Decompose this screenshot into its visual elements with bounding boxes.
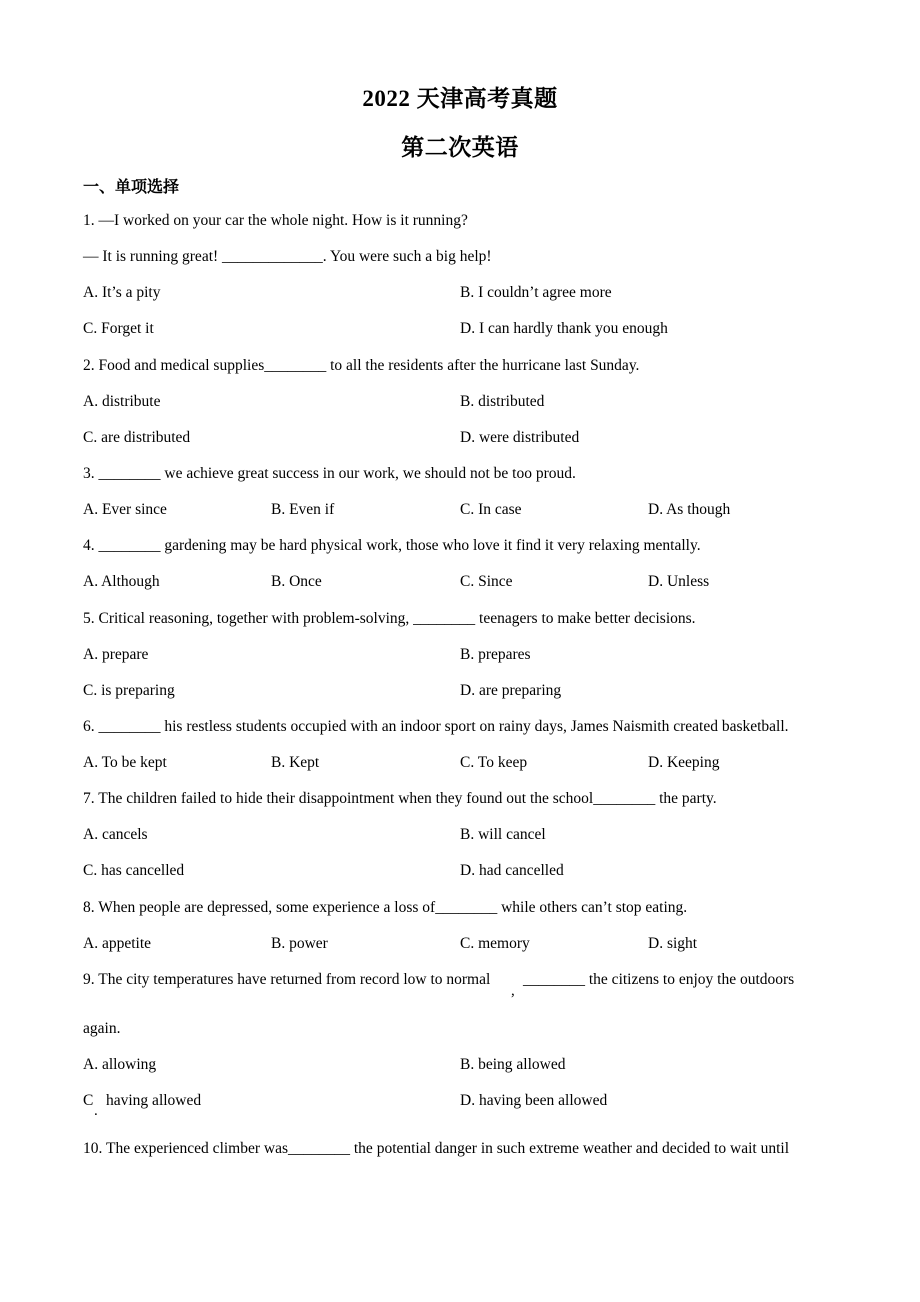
q9-option-d: D. having been allowed: [460, 1092, 608, 1109]
q9-option-b: B. being allowed: [460, 1056, 566, 1073]
q7-option-c: C. has cancelled: [83, 862, 185, 879]
q3-option-b: B. Even if: [271, 501, 335, 518]
question-9-stem-line2: again.: [83, 1020, 121, 1037]
q2-option-a: A. distribute: [83, 393, 161, 410]
q2-option-c: C. are distributed: [83, 429, 191, 446]
q5-option-c: C. is preparing: [83, 682, 175, 699]
q7-option-a: A. cancels: [83, 826, 148, 843]
exam-title: 2022 天津高考真题: [362, 86, 558, 111]
question-3-stem: 3. ________ we achieve great success in our work, we should not be too proud.: [83, 465, 576, 482]
q8-option-b: B. power: [271, 935, 328, 952]
q8-option-a: A. appetite: [83, 935, 152, 952]
q3-option-d: D. As though: [648, 501, 731, 518]
q4-option-a: A. Although: [83, 573, 160, 590]
question-6-stem: 6. ________ his restless students occupied with an indoor sport on rainy days, James Naismith created basketball.: [83, 718, 789, 735]
q5-option-d: D. are preparing: [460, 682, 562, 699]
question-4-stem: 4. ________ gardening may be hard physical work, those who love it find it very relaxing mentally.: [83, 537, 701, 554]
q1-option-c: C. Forget it: [83, 320, 154, 337]
q2-option-d: D. were distributed: [460, 429, 580, 446]
q3-option-c: C. In case: [460, 501, 522, 518]
q4-option-c: C. Since: [460, 573, 513, 590]
section-heading: 一、单项选择: [83, 179, 180, 196]
stray-dot: .: [94, 1103, 98, 1119]
q9-option-c: having allowed: [106, 1092, 202, 1109]
q7-option-b: B. will cancel: [460, 826, 546, 843]
q4-option-b: B. Once: [271, 573, 322, 590]
q9-option-c-letter: C: [83, 1092, 94, 1109]
q6-option-c: C. To keep: [460, 754, 528, 771]
q8-option-d: D. sight: [648, 935, 698, 952]
question-8-stem: 8. When people are depressed, some experience a loss of________ while others can’t stop eating.: [83, 899, 688, 916]
question-9-stem-part2: ________ the citizens to enjoy the outdoors: [523, 971, 795, 988]
question-2-stem: 2. Food and medical supplies________ to all the residents after the hurricane last Sunday.: [83, 357, 640, 374]
q6-option-b: B. Kept: [271, 754, 320, 771]
q1-option-b: B. I couldn’t agree more: [460, 284, 612, 301]
question-1-stem-line2: — It is running great! _____________. You were such a big help!: [83, 248, 492, 265]
question-5-stem: 5. Critical reasoning, together with problem-solving, ________ teenagers to make better decisions.: [83, 610, 696, 627]
q4-option-d: D. Unless: [648, 573, 710, 590]
q1-option-d: D. I can hardly thank you enough: [460, 320, 668, 337]
q5-option-a: A. prepare: [83, 646, 149, 663]
q1-option-a: A. It’s a pity: [83, 284, 161, 301]
q2-option-b: B. distributed: [460, 393, 545, 410]
question-10-stem: 10. The experienced climber was________ the potential danger in such extreme weather and decided to wait until: [83, 1140, 790, 1157]
question-1-stem: 1. —I worked on your car the whole night. How is it running?: [83, 212, 468, 229]
stray-comma: ,: [511, 983, 515, 999]
exam-subtitle: 第二次英语: [401, 135, 519, 160]
question-9-stem: 9. The city temperatures have returned from record low to normal: [83, 971, 491, 988]
question-7-stem: 7. The children failed to hide their disappointment when they found out the school________ the party.: [83, 790, 717, 807]
q6-option-d: D. Keeping: [648, 754, 720, 771]
q7-option-d: D. had cancelled: [460, 862, 564, 879]
q5-option-b: B. prepares: [460, 646, 531, 663]
q3-option-a: A. Ever since: [83, 501, 167, 518]
q9-option-a: A. allowing: [83, 1056, 157, 1073]
q8-option-c: C. memory: [460, 935, 530, 952]
q6-option-a: A. To be kept: [83, 754, 167, 771]
